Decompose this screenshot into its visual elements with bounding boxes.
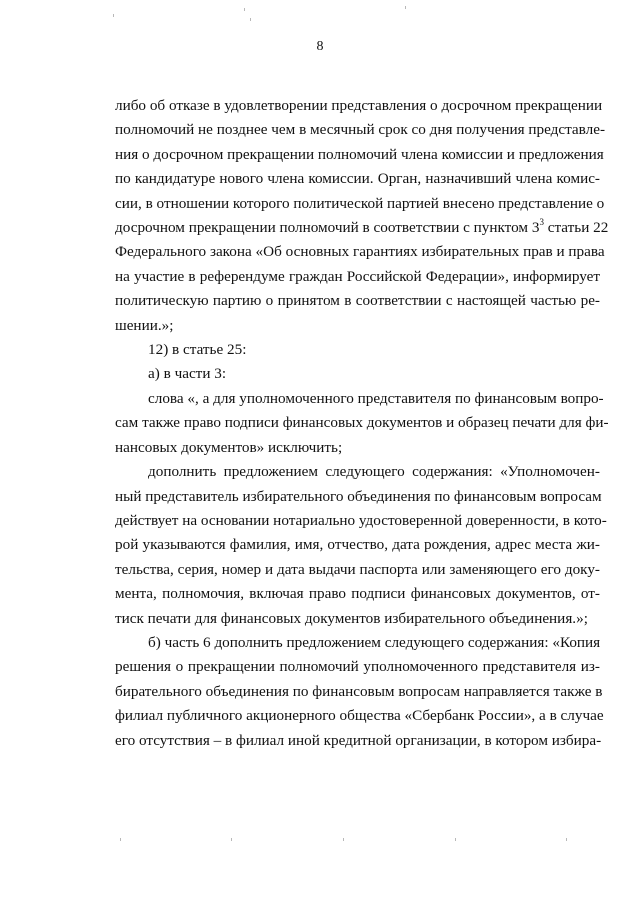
scan-mark bbox=[455, 838, 456, 841]
text-line: б) часть 6 дополнить предложением следующего содержания: «Копия bbox=[148, 633, 601, 651]
text-line-suffix bbox=[539, 216, 608, 240]
text-line: тельства, серия, номер и дата выдачи паспорта или заменяющего его доку- bbox=[115, 560, 600, 578]
text-line: бирательного объединения по финансовым вопросам направляется также в bbox=[115, 682, 603, 700]
text-line-main: досрочном прекращении полномочий в соответствии с пунктом 3 bbox=[115, 219, 540, 237]
text-line: сии, в отношении которого политической партией внесено представление о bbox=[115, 194, 605, 212]
paragraph-supplement bbox=[115, 460, 607, 631]
paragraph-continuation bbox=[115, 94, 609, 338]
text-line: рой указываются фамилия, имя, отчество, дата рождения, адрес места жи- bbox=[115, 536, 600, 554]
text-line: дополнить предложением следующего содержания: «Уполномочен- bbox=[148, 463, 600, 481]
text-line: слова «, а для уполномоченного представителя по финансовым вопро- bbox=[148, 389, 604, 407]
page-number: 8 bbox=[316, 39, 324, 54]
superscript: 3 bbox=[539, 216, 544, 227]
scan-mark bbox=[231, 838, 232, 841]
text-line: ния о досрочном прекращении полномочий члена комиссии и предложения bbox=[115, 145, 604, 163]
paragraph-item-12 bbox=[115, 338, 600, 362]
scan-mark bbox=[250, 18, 251, 21]
text-line: 12) в статье 25: bbox=[148, 341, 247, 359]
text-line: политическую партию о принятом в соответствии с настоящей частью ре- bbox=[115, 292, 600, 310]
text-line: его отсутствия – в филиал иной кредитной организации, в котором избира- bbox=[115, 731, 602, 749]
text-line: филиал публичного акционерного общества «Сбербанк России», а в случае bbox=[115, 707, 604, 725]
text-line: ный представитель избирательного объединения по финансовым вопросам bbox=[115, 487, 602, 505]
text-line: решения о прекращении полномочий уполномоченного представителя из- bbox=[115, 658, 600, 676]
text-line-with-superscript bbox=[115, 216, 609, 240]
text-line: а) в части 3: bbox=[148, 365, 227, 383]
scan-mark bbox=[120, 838, 121, 841]
text-line: полномочий не позднее чем в месячный срок со дня получения представле- bbox=[115, 121, 606, 139]
text-line: по кандидатуре нового члена комиссии. Орган, назначивший члена комис- bbox=[115, 170, 600, 188]
paragraph-subitem-a bbox=[115, 362, 600, 386]
scan-mark bbox=[343, 838, 344, 841]
text-line: шении.»; bbox=[115, 316, 174, 334]
text-line: тиск печати для финансовых документов избирательного объединения.»; bbox=[115, 609, 588, 627]
text-line: нансовых документов» исключить; bbox=[115, 438, 343, 456]
document-body bbox=[115, 94, 609, 753]
scan-mark bbox=[405, 6, 406, 9]
text-line: сам также право подписи финансовых документов и образец печати для фи- bbox=[115, 414, 609, 432]
scan-mark bbox=[566, 838, 567, 841]
paragraph-words bbox=[115, 387, 609, 460]
text-line: на участие в референдуме граждан Российской Федерации», информирует bbox=[115, 267, 600, 285]
text-line: мента, полномочия, включая право подписи финансовых документов, от- bbox=[115, 585, 600, 603]
scan-mark bbox=[244, 8, 245, 11]
text-line: либо об отказе в удовлетворении представления о досрочном прекращении bbox=[115, 97, 603, 114]
text-line: действует на основании нотариально удостоверенной доверенности, в кото- bbox=[115, 511, 607, 529]
paragraph-subitem-b bbox=[115, 631, 604, 753]
text-line: Федерального закона «Об основных гарантиях избирательных прав и права bbox=[115, 243, 605, 261]
scan-mark bbox=[113, 14, 114, 17]
text-line-tail: статьи 22 bbox=[543, 219, 609, 237]
